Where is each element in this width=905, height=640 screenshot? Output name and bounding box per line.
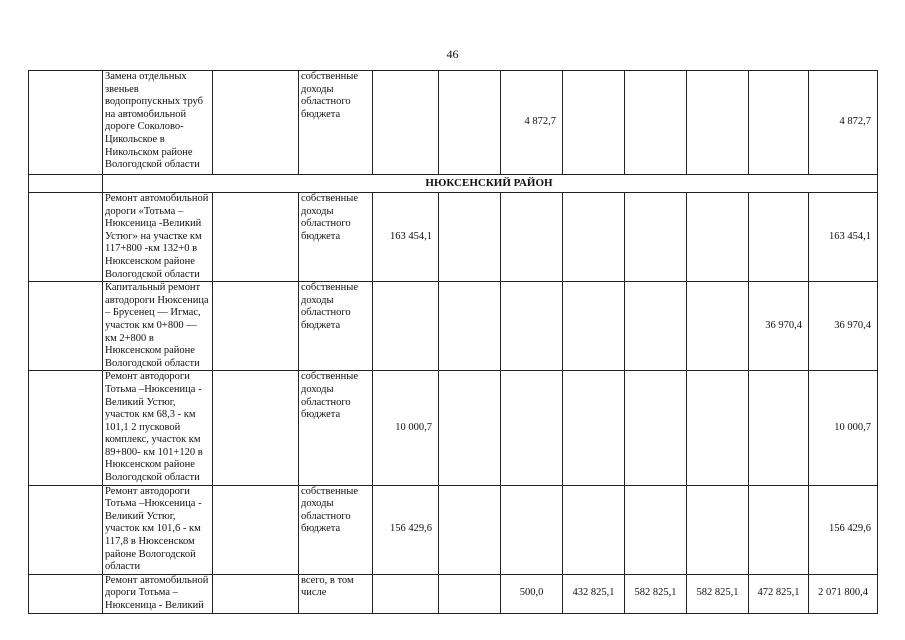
value-cell: 582 825,1 xyxy=(625,574,687,613)
funding-source-cell: собственные доходы областного бюджета xyxy=(299,371,373,485)
table-row xyxy=(29,282,878,371)
table-row xyxy=(29,71,878,175)
value-cell xyxy=(439,574,501,613)
value-cell xyxy=(501,371,563,485)
section-title: НЮКСЕНСКИЙ РАЙОН xyxy=(103,175,878,193)
blank-cell xyxy=(213,485,299,574)
funding-source-cell: собственные доходы областного бюджета xyxy=(299,71,373,175)
value-cell xyxy=(625,193,687,282)
blank-cell xyxy=(29,193,103,282)
value-cell xyxy=(687,193,749,282)
value-cell: 163 454,1 xyxy=(373,193,439,282)
funding-source-cell: собственные доходы областного бюджета xyxy=(299,193,373,282)
total-cell: 10 000,7 xyxy=(809,371,878,485)
blank-cell xyxy=(213,193,299,282)
value-cell xyxy=(563,485,625,574)
value-cell xyxy=(625,282,687,371)
value-cell: 500,0 xyxy=(501,574,563,613)
value-cell xyxy=(687,282,749,371)
value-cell xyxy=(625,371,687,485)
project-name-cell: Ремонт автодороги Тотьма –Нюксеница - Великий Устюг, участок км 68,3 - км 101,1 2 пусковой комплекс, участок км 89+800- км 101+120 в Нюксенском районе Вологодской области xyxy=(103,371,213,485)
value-cell xyxy=(625,485,687,574)
value-cell xyxy=(373,71,439,175)
table-row xyxy=(29,193,878,282)
table-row xyxy=(29,485,878,574)
value-cell xyxy=(439,282,501,371)
blank-cell xyxy=(29,574,103,613)
value-cell xyxy=(439,485,501,574)
value-cell xyxy=(563,371,625,485)
value-cell xyxy=(749,71,809,175)
table-row xyxy=(29,371,878,485)
value-cell xyxy=(687,485,749,574)
total-cell: 156 429,6 xyxy=(809,485,878,574)
funding-source-cell: собственные доходы областного бюджета xyxy=(299,282,373,371)
value-cell xyxy=(373,574,439,613)
blank-cell xyxy=(29,282,103,371)
value-cell xyxy=(501,485,563,574)
value-cell: 156 429,6 xyxy=(373,485,439,574)
value-cell xyxy=(749,371,809,485)
blank-cell xyxy=(213,574,299,613)
value-cell xyxy=(687,71,749,175)
value-cell xyxy=(563,71,625,175)
value-cell xyxy=(439,71,501,175)
blank-cell xyxy=(213,282,299,371)
total-cell: 2 071 800,4 xyxy=(809,574,878,613)
blank-cell xyxy=(213,371,299,485)
value-cell xyxy=(501,193,563,282)
value-cell xyxy=(625,71,687,175)
value-cell xyxy=(749,485,809,574)
table-row xyxy=(29,574,878,613)
value-cell xyxy=(373,282,439,371)
section-header-row xyxy=(29,175,878,193)
value-cell xyxy=(749,193,809,282)
total-cell: 4 872,7 xyxy=(809,71,878,175)
funding-source-cell: всего, в том числе xyxy=(299,574,373,613)
total-cell: 36 970,4 xyxy=(809,282,878,371)
blank-cell xyxy=(29,175,103,193)
value-cell: 582 825,1 xyxy=(687,574,749,613)
value-cell: 4 872,7 xyxy=(501,71,563,175)
project-name-cell: Капитальный ремонт автодороги Нюксеница – Брусенец — Игмас, участок км 0+800 — км 2+800 в Нюксенском районе Вологодской области xyxy=(103,282,213,371)
project-name-cell: Ремонт автодороги Тотьма –Нюксеница - Великий Устюг, участок км 101,6 - км 117,8 в Нюксенском районе Вологодской области xyxy=(103,485,213,574)
value-cell xyxy=(439,371,501,485)
project-name-cell: Ремонт автомобильной дороги «Тотьма – Нюксеница -Великий Устюг» на участке км 117+800 -км 132+0 в Нюксенском районе Вологодской области xyxy=(103,193,213,282)
value-cell: 432 825,1 xyxy=(563,574,625,613)
blank-cell xyxy=(29,71,103,175)
value-cell xyxy=(563,282,625,371)
funding-source-cell: собственные доходы областного бюджета xyxy=(299,485,373,574)
budget-table xyxy=(28,70,879,611)
value-cell: 10 000,7 xyxy=(373,371,439,485)
project-name-cell: Ремонт автомобильной дороги Тотьма – Нюксеница - Великий xyxy=(103,574,213,613)
value-cell: 36 970,4 xyxy=(749,282,809,371)
total-cell: 163 454,1 xyxy=(809,193,878,282)
project-name-cell: Замена отдельных звеньев водопропускных труб на автомобильной дороге Соколово-Цикольское в Никольском районе Вологодской области xyxy=(103,71,213,175)
value-cell xyxy=(563,193,625,282)
blank-cell xyxy=(29,485,103,574)
value-cell: 472 825,1 xyxy=(749,574,809,613)
page-number: 46 xyxy=(446,47,459,61)
value-cell xyxy=(687,371,749,485)
blank-cell xyxy=(213,71,299,175)
blank-cell xyxy=(29,371,103,485)
value-cell xyxy=(501,282,563,371)
value-cell xyxy=(439,193,501,282)
